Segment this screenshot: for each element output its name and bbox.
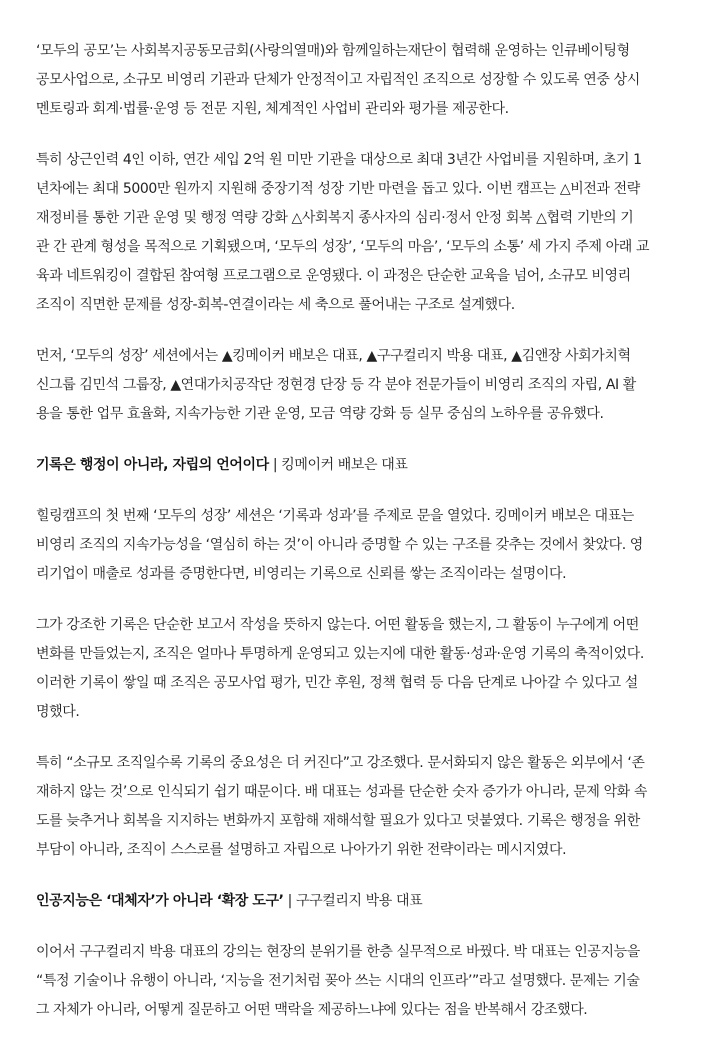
text-line: 부담이 아니라, 조직이 스스로를 설명하고 자립으로 나아가기 위한 전략이라는 메시지였다. (36, 842, 567, 858)
text-line: 공모사업으로, 소규모 비영리 기관과 단체가 안정적이고 자립적인 조직으로 성장할 수 있도록 연중 상시 (36, 72, 640, 88)
records-paragraph-1 (36, 502, 690, 589)
text-line: 비영리 조직의 지속가능성을 ‘열심히 하는 것’이 아니라 증명할 수 있는 구조를 갖추는 것에서 찾았다. 영 (36, 537, 643, 553)
text-line: 도를 늦추거나 회복을 지지하는 변화까지 포함해 재해석할 필요가 있다고 덧붙였다. 기록은 행정을 위한 (36, 813, 640, 829)
heading-separator: | (268, 457, 282, 473)
article-body (36, 37, 690, 1047)
text-line: 힐링캠프의 첫 번째 ‘모두의 성장’ 세션은 ‘기록과 성과’를 주제로 문을 열었다. 킹메이커 배보은 대표는 (36, 508, 634, 524)
section-heading-title: 인공지능은 ‘대체자’가 아니라 ‘확장 도구’ (36, 893, 284, 909)
text-line: 그 자체가 아니라, 어떻게 질문하고 어떤 맥락을 제공하느냐에 있다는 점을 반복해서 강조했다. (36, 1002, 588, 1018)
text-line: 용을 통한 업무 효율화, 지속가능한 기관 운영, 모금 역량 강화 등 실무 중심의 노하우를 공유했다. (36, 406, 604, 422)
section-heading-title: 기록은 행정이 아니라, 자립의 언어이다 (36, 457, 269, 473)
section-speaker: 킹메이커 배보은 대표 (281, 457, 408, 473)
ai-paragraph-1 (36, 938, 690, 1025)
text-line: 그가 강조한 기록은 단순한 보고서 작성을 뜻하지 않는다. 어떤 활동을 했는지, 그 활동이 누구에게 어떤 (36, 617, 639, 633)
heading-separator: | (283, 893, 296, 909)
text-line: 년차에는 최대 5000만 원까지 지원해 중장기적 성장 기반 마련을 돕고 있다. 이번 캠프는 △비전과 전략 (36, 181, 640, 197)
text-line: 관 간 관계 형성을 목적으로 기획됐으며, ‘모두의 성장’, ‘모두의 마음’, ‘모두의 소통’ 세 가지 주제 아래 교 (36, 239, 650, 255)
text-line: 이어서 구구컬리지 박용 대표의 강의는 현장의 분위기를 한층 실무적으로 바꿨다. 박 대표는 인공지능을 (36, 944, 640, 960)
records-paragraph-2 (36, 611, 690, 727)
text-line: 먼저, ‘모두의 성장’ 세션에서는 ▲킹메이커 배보은 대표, ▲구구컬리지 박용 대표, ▲김앤장 사회가치혁 (36, 348, 631, 364)
section-heading-ai (36, 887, 690, 916)
text-line: 변화를 만들었는지, 조직은 얼마나 투명하게 운영되고 있는지에 대한 활동·성과·운영 기록의 축적이었다. (36, 646, 644, 662)
text-line: 명했다. (36, 704, 80, 720)
text-line: 재정비를 통한 기관 운영 및 행정 역량 강화 △사회복지 종사자의 심리·정서 안정 회복 △협력 기반의 기 (36, 210, 634, 226)
records-paragraph-3 (36, 749, 690, 865)
intro-paragraph-3 (36, 342, 690, 429)
text-line: 재하지 않는 것’으로 인식되기 쉽기 때문이다. 배 대표는 성과를 단순한 숫자 증가가 아니라, 문제 악화 속 (36, 784, 647, 800)
text-line: ‘모두의 공모’는 사회복지공동모금회(사랑의열매)와 함께일하는재단이 협력해 운영하는 인큐베이팅형 (36, 43, 630, 59)
section-heading-records (36, 451, 690, 480)
text-line: 조직이 직면한 문제를 성장-회복-연결이라는 세 축으로 풀어내는 구조로 설계했다. (36, 297, 515, 313)
intro-paragraph-1 (36, 37, 690, 124)
intro-paragraph-2 (36, 146, 690, 320)
text-line: 리기업이 매출로 성과를 증명한다면, 비영리는 기록으로 신뢰를 쌓는 조직이라는 설명이다. (36, 566, 567, 582)
text-line: 신그룹 김민석 그룹장, ▲연대가치공작단 정현경 단장 등 각 분야 전문가들이 비영리 조직의 자립, AI 활 (36, 377, 636, 393)
text-line: 특히 상근인력 4인 이하, 연간 세입 2억 원 미만 기관을 대상으로 최대 3년간 사업비를 지원하며, 초기 1 (36, 152, 642, 168)
text-line: “특정 기술이나 유행이 아니라, ‘지능을 전기처럼 꽂아 쓰는 시대의 인프라’”라고 설명했다. 문제는 기술 (36, 973, 640, 989)
section-speaker: 구구컬리지 박용 대표 (295, 893, 423, 909)
text-line: 육과 네트워킹이 결합된 참여형 프로그램으로 운영됐다. 이 과정은 단순한 교육을 넘어, 소규모 비영리 (36, 268, 631, 284)
text-line: 이러한 기록이 쌓일 때 조직은 공모사업 평가, 민간 후원, 정책 협력 등 다음 단계로 나아갈 수 있다고 설 (36, 675, 638, 691)
text-line: 특히 “소규모 조직일수록 기록의 중요성은 더 커진다”고 강조했다. 문서화되지 않은 활동은 외부에서 ‘존 (36, 755, 645, 771)
text-line: 멘토링과 회계·법률·운영 등 전문 지원, 체계적인 사업비 관리와 평가를 제공한다. (36, 101, 509, 117)
